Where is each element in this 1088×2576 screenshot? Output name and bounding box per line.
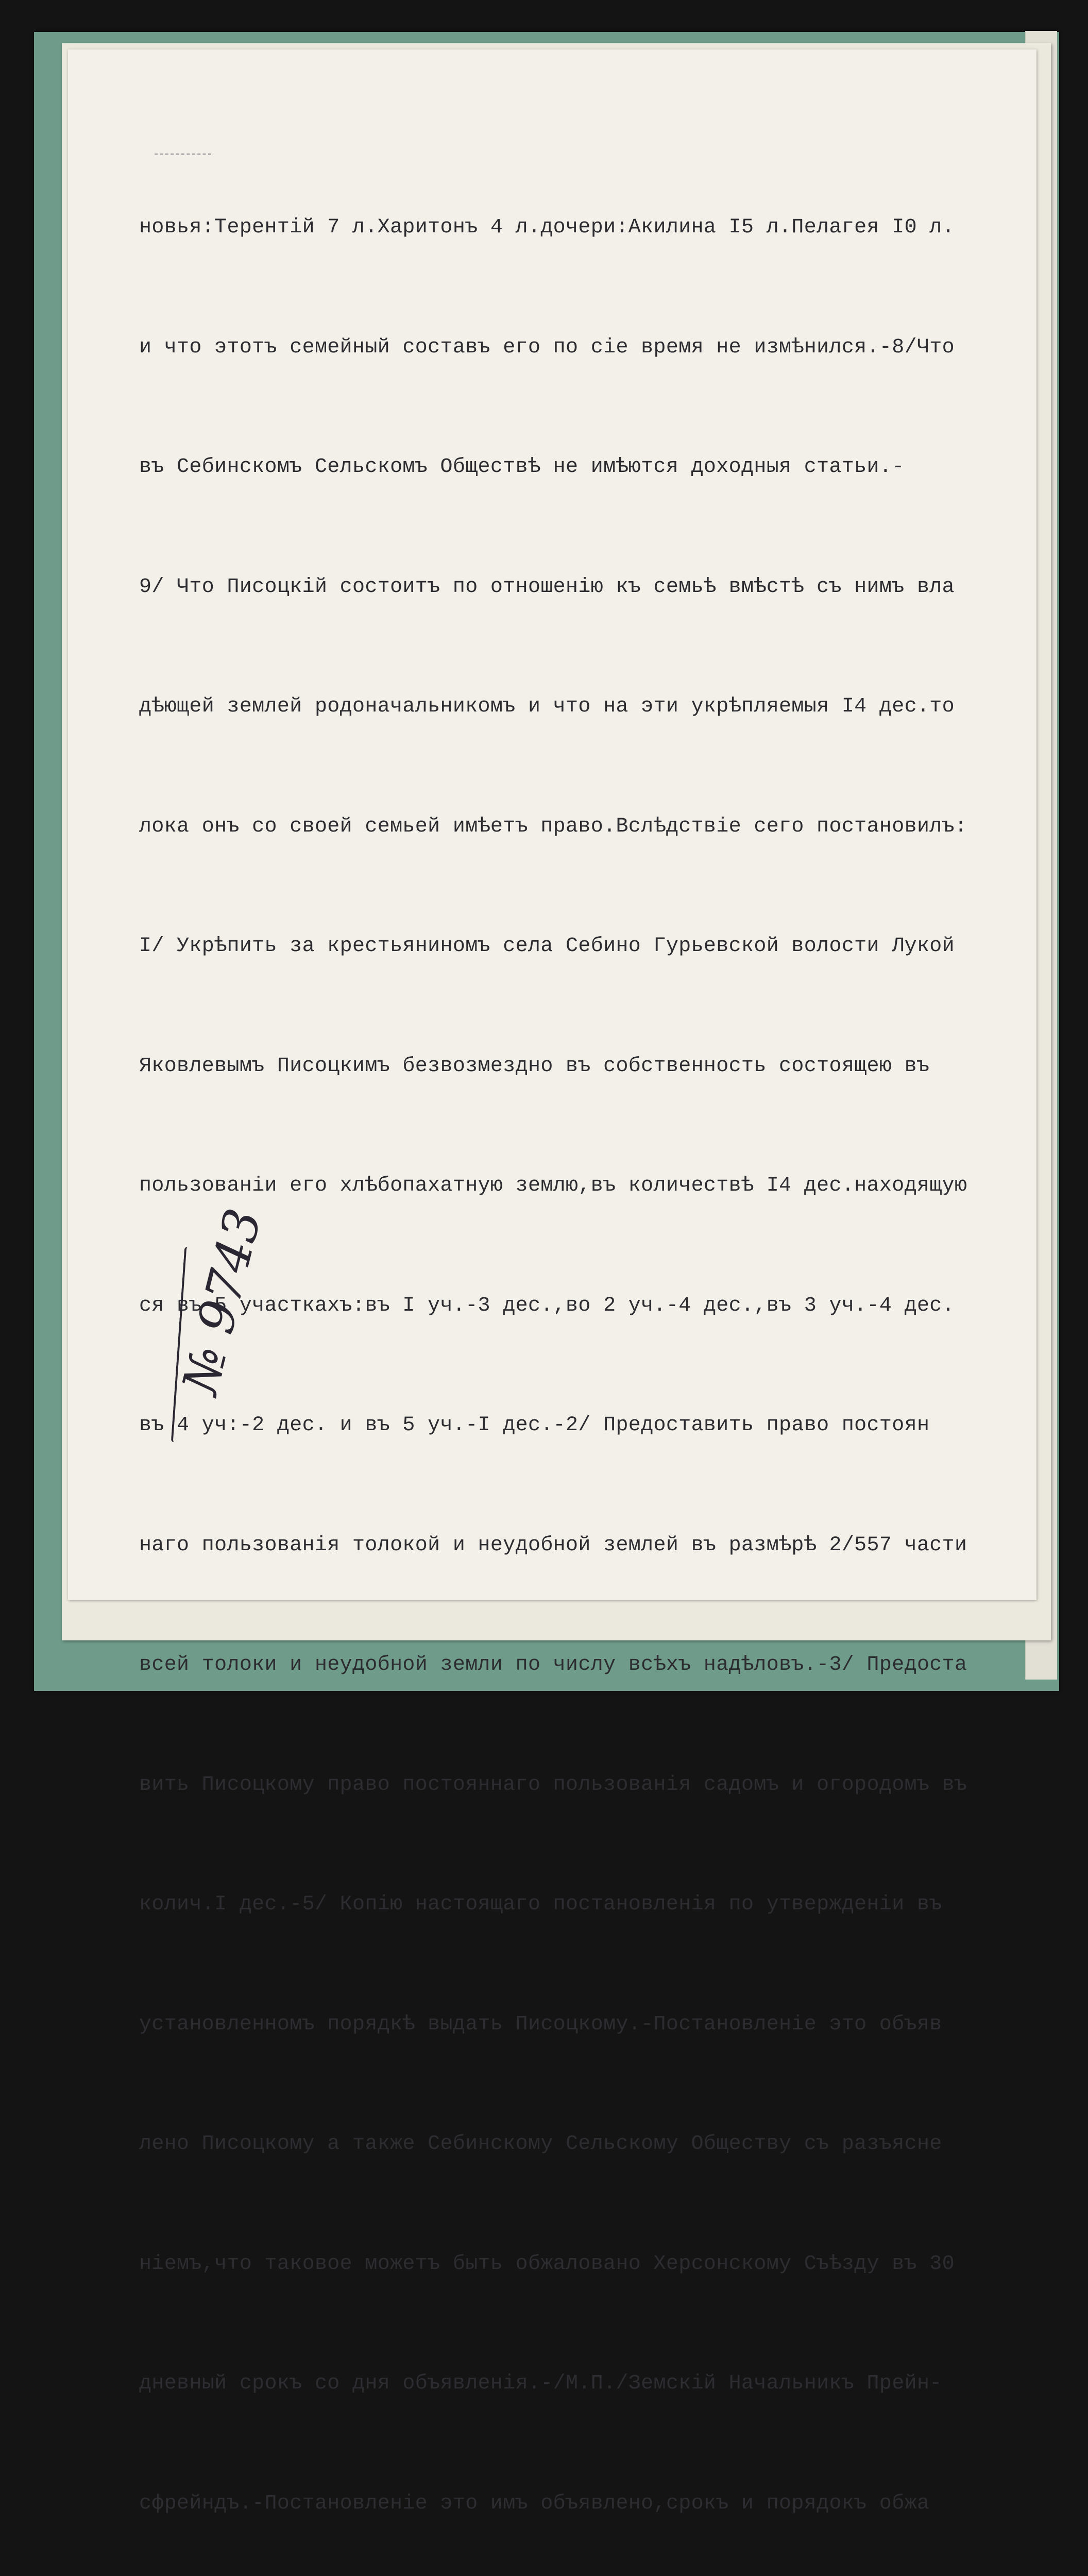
text-line-17: лено Писоцкому а также Себинскому Сельскому Обществу съ разъясне bbox=[139, 2132, 942, 2156]
text-line-16: установленномъ порядкѣ выдать Писоцкому.-Постановленіе это объяв bbox=[139, 2012, 942, 2036]
text-line-2: и что этотъ семейный составъ его по сіе время не измѣнился.-8/Что bbox=[139, 335, 955, 359]
text-line-18: ніемъ,что таковое можетъ быть обжаловано Херсонскому Съѣзду въ 30 bbox=[139, 2252, 955, 2276]
text-line-3: въ Себинскомъ Сельскомъ Обществѣ не имѣются доходныя статьи.- bbox=[139, 455, 905, 479]
text-line-13: всей толоки и неудобной земли по числу всѣхъ надѣловъ.-3/ Предоста bbox=[139, 1653, 967, 1676]
handwritten-margin-number: № 9743 bbox=[171, 1203, 273, 1400]
text-line-6: лока онъ со своей семьей имѣетъ право.Вслѣдствіе сего постановилъ: bbox=[139, 815, 967, 838]
text-line-10: ся въ 5 участкахъ:въ I уч.-3 дес.,во 2 уч.-4 дес.,въ 3 уч.-4 дес. bbox=[139, 1294, 955, 1317]
text-line-9: пользованіи его хлѣбопахатную землю,въ количествѣ I4 дес.находящую bbox=[139, 1174, 967, 1197]
text-line-7: I/ Укрѣпить за крестьяниномъ села Себино Гурьевской волости Лукой bbox=[139, 935, 955, 958]
text-line-8: Яковлевымъ Писоцкимъ безвозмездно въ собственность состоящею въ bbox=[139, 1054, 930, 1078]
text-line-12: наго пользованія толокой и неудобной землей въ размѣрѣ 2/557 части bbox=[139, 1533, 967, 1557]
typed-text-body bbox=[139, 128, 1035, 2576]
text-line-15: колич.I дес.-5/ Копію настоящаго постановленія по утвержденіи въ bbox=[139, 1893, 942, 1916]
text-line-20: сфрейндъ.-Постановленіе это имъ объявлено,срокъ и порядокъ обжа bbox=[139, 2492, 930, 2515]
text-line-1: новья:Терентій 7 л.Харитонъ 4 л.дочери:Акилина I5 л.Пелагея I0 л. bbox=[139, 216, 955, 239]
text-line-4: 9/ Что Писоцкій состоитъ по отношенію къ семьѣ вмѣстѣ съ нимъ вла bbox=[139, 575, 955, 599]
text-line-14: вить Писоцкому право постояннаго пользованія садомъ и огородомъ въ bbox=[139, 1773, 967, 1797]
text-line-11: въ 4 уч:-2 дес. и въ 5 уч.-I дес.-2/ Предоставить право постоян bbox=[139, 1414, 930, 1437]
text-line-19: дневный срокъ со дня объявленія.-/М.П./Земскій Начальникъ Прейн- bbox=[139, 2372, 942, 2395]
text-line-5: дѣющей землей родоначальникомъ и что на эти укрѣпляемыя I4 дес.то bbox=[139, 695, 955, 718]
